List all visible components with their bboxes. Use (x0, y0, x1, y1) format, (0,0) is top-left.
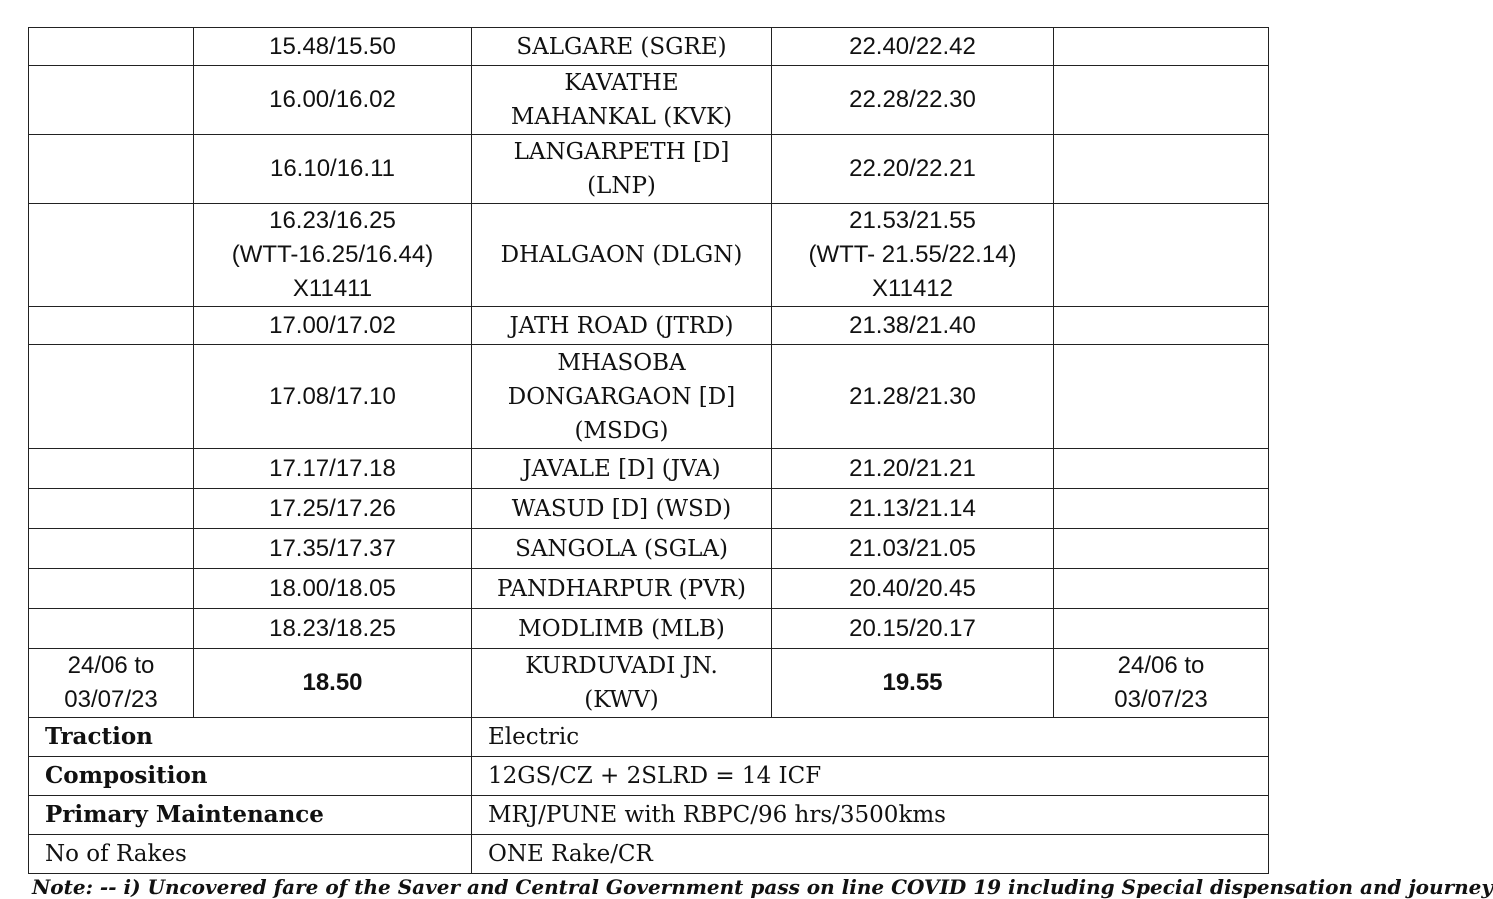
validity-date-left: 24/06 to 03/07/23 (29, 649, 194, 718)
station-name: PANDHARPUR (PVR) (472, 569, 772, 609)
departure-time: 15.48/15.50 (194, 28, 472, 66)
arrival-time: 22.20/22.21 (772, 135, 1054, 204)
station-name: JATH ROAD (JTRD) (472, 307, 772, 345)
station-name: KAVATHE MAHANKAL (KVK) (472, 66, 772, 135)
arrival-time: 21.38/21.40 (772, 307, 1054, 345)
arrival-time: 20.15/20.17 (772, 609, 1054, 649)
station-name: WASUD [D] (WSD) (472, 489, 772, 529)
arrival-time: 19.55 (772, 649, 1054, 718)
station-name: SALGARE (SGRE) (472, 28, 772, 66)
date-cell-right (1054, 489, 1269, 529)
date-cell-left (29, 204, 194, 307)
info-label: Primary Maintenance (29, 796, 472, 835)
info-label: Traction (29, 718, 472, 757)
table-row (29, 569, 1269, 609)
date-cell-left (29, 135, 194, 204)
arrival-time: 21.20/21.21 (772, 449, 1054, 489)
info-value: ONE Rake/CR (472, 835, 1269, 874)
table-row (29, 449, 1269, 489)
station-name: MHASOBA DONGARGAON [D] (MSDG) (472, 345, 772, 449)
info-value: Electric (472, 718, 1269, 757)
station-name: LANGARPETH [D] (LNP) (472, 135, 772, 204)
date-cell-left (29, 449, 194, 489)
station-name: JAVALE [D] (JVA) (472, 449, 772, 489)
departure-time: 17.25/17.26 (194, 489, 472, 529)
arrival-time: 22.28/22.30 (772, 66, 1054, 135)
date-cell-right (1054, 569, 1269, 609)
arrival-time: 21.13/21.14 (772, 489, 1054, 529)
info-row (29, 757, 1269, 796)
station-name: MODLIMB (MLB) (472, 609, 772, 649)
date-cell-left (29, 28, 194, 66)
table-row (29, 489, 1269, 529)
info-row (29, 835, 1269, 874)
date-cell-right (1054, 345, 1269, 449)
date-cell-left (29, 489, 194, 529)
date-cell-right (1054, 307, 1269, 345)
date-cell-left (29, 307, 194, 345)
departure-time: 16.00/16.02 (194, 66, 472, 135)
table-row (29, 66, 1269, 135)
table-row (29, 204, 1269, 307)
date-cell-right (1054, 66, 1269, 135)
info-row (29, 718, 1269, 757)
departure-time: 16.23/16.25 (WTT-16.25/16.44) X11411 (194, 204, 472, 307)
departure-time: 17.17/17.18 (194, 449, 472, 489)
info-value: MRJ/PUNE with RBPC/96 hrs/3500kms (472, 796, 1269, 835)
info-label: Composition (29, 757, 472, 796)
arrival-time: 21.03/21.05 (772, 529, 1054, 569)
date-cell-right (1054, 609, 1269, 649)
info-value: 12GS/CZ + 2SLRD = 14 ICF (472, 757, 1269, 796)
arrival-time: 21.53/21.55 (WTT- 21.55/22.14) X11412 (772, 204, 1054, 307)
table-row (29, 345, 1269, 449)
date-cell-right (1054, 135, 1269, 204)
station-name: KURDUVADI JN. (KWV) (472, 649, 772, 718)
station-name: SANGOLA (SGLA) (472, 529, 772, 569)
date-cell-left (29, 609, 194, 649)
date-cell-right (1054, 204, 1269, 307)
table-row (29, 307, 1269, 345)
table-row (29, 529, 1269, 569)
table-row (29, 28, 1269, 66)
departure-time: 18.00/18.05 (194, 569, 472, 609)
departure-time: 17.35/17.37 (194, 529, 472, 569)
table-row-terminal (29, 649, 1269, 718)
date-cell-left (29, 66, 194, 135)
date-cell-right (1054, 529, 1269, 569)
departure-time: 17.08/17.10 (194, 345, 472, 449)
departure-time: 17.00/17.02 (194, 307, 472, 345)
table-row (29, 135, 1269, 204)
departure-time: 18.23/18.25 (194, 609, 472, 649)
departure-time: 18.50 (194, 649, 472, 718)
footer-note: Note: -- i) Uncovered fare of the Saver and Central Government pass on line COVID 19 including Special dispensation and journey (32, 875, 1493, 899)
info-label: No of Rakes (29, 835, 472, 874)
date-cell-left (29, 569, 194, 609)
validity-date-right: 24/06 to 03/07/23 (1054, 649, 1269, 718)
arrival-time: 21.28/21.30 (772, 345, 1054, 449)
timetable (28, 27, 1269, 874)
date-cell-left (29, 345, 194, 449)
date-cell-right (1054, 28, 1269, 66)
station-name: DHALGAON (DLGN) (472, 204, 772, 307)
date-cell-left (29, 529, 194, 569)
arrival-time: 20.40/20.45 (772, 569, 1054, 609)
info-row (29, 796, 1269, 835)
date-cell-right (1054, 449, 1269, 489)
arrival-time: 22.40/22.42 (772, 28, 1054, 66)
table-row (29, 609, 1269, 649)
departure-time: 16.10/16.11 (194, 135, 472, 204)
